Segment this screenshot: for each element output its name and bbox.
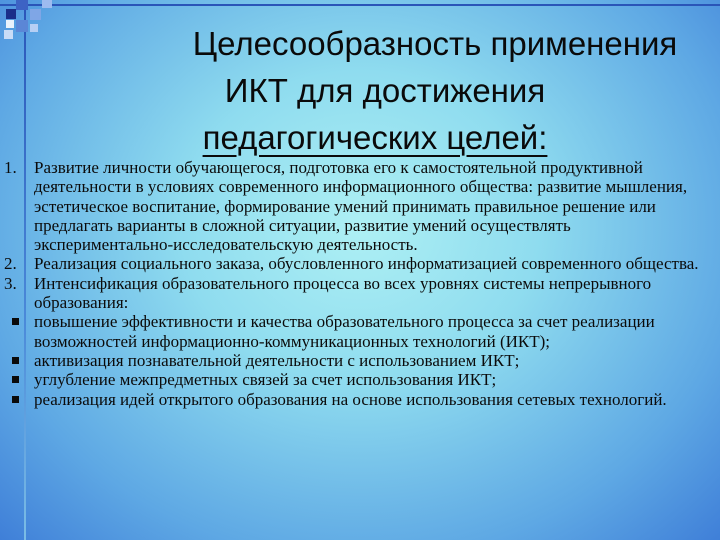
numbered-list-item [4, 274, 704, 313]
bullet-list-item [4, 312, 704, 351]
list-item-text: Реализация социального заказа, обусловленного информатизацией современного общества. [34, 254, 699, 274]
numbered-list-item [4, 254, 704, 273]
content-list [4, 158, 704, 409]
list-item-text: повышение эффективности и качества образовательного процесса за счет реализации возможностей информационно-коммуникационных технологий (ИКТ); [34, 312, 655, 351]
list-item-text: реализация идей открытого образования на основе использования сетевых технологий. [34, 389, 667, 409]
title-line-3 [90, 114, 700, 161]
bullet-list-item [4, 370, 704, 389]
square-bullet-icon [12, 318, 19, 325]
square-bullet-icon [12, 396, 19, 403]
square-bullet-icon [12, 357, 19, 364]
list-item-text: углубление межпредметных связей за счет использования ИКТ; [34, 370, 497, 390]
title-line-1: Целесообразность применения [192, 25, 678, 62]
bullet-list-item [4, 390, 704, 409]
list-item-text: активизация познавательной деятельности с использованием ИКТ; [34, 350, 520, 370]
list-number: 1. [4, 158, 17, 177]
square-bullet-icon [12, 376, 19, 383]
list-number: 3. [4, 273, 17, 293]
top-rule [0, 4, 720, 6]
slide-title [90, 20, 700, 161]
bullet-list-item [4, 351, 704, 370]
title-line-2: ИКТ для достижения [224, 72, 546, 109]
list-number: 2. [4, 254, 17, 274]
list-item-text: Развитие личности обучающегося, подготовка его к самостоятельной продуктивной деятельности в условиях современного информационного общества: развитие мышления, эстетическое воспитание, формирование умений принимать правильное решение или предлагать варианты в сложной ситуации, развитие умений осуществлять экспериментально-исследовательскую деятельность. [34, 158, 688, 255]
list-item-text: Интенсификация образовательного процесса во всех уровнях системы непрерывного образования: [34, 273, 652, 313]
numbered-list-item [4, 158, 704, 254]
title-line-3-text: педагогических целей: [202, 119, 548, 156]
